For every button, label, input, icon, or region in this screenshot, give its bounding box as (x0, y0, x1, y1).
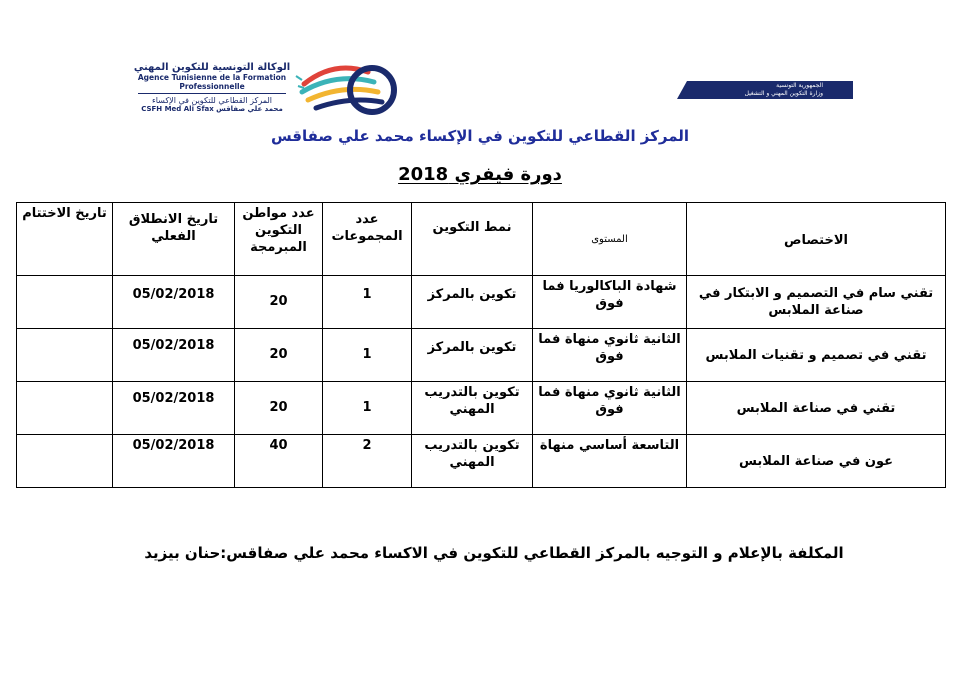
agency-logo-text (132, 62, 292, 113)
ministry-line2: وزارة التكوين المهني و التشغيل (744, 90, 823, 97)
cell-specialty: تقني في صناعة الملابس (687, 382, 946, 435)
header-level: المستوى (533, 203, 687, 276)
table-header-row (17, 203, 946, 276)
ministry-line1: الجمهورية التونسية (776, 82, 823, 89)
training-schedule-table (16, 202, 946, 488)
cell-start-date: 05/02/2018 (113, 329, 235, 382)
header-groups: عدد المجموعات (323, 203, 412, 276)
cell-mode: تكوين بالتدريب المهني (412, 435, 533, 488)
cell-seats: 20 (235, 382, 323, 435)
cell-groups: 1 (323, 329, 412, 382)
cell-mode: تكوين بالتدريب المهني (412, 382, 533, 435)
center-title: المركز القطاعي للتكوين في الإكساء محمد علي صفاقس (270, 127, 690, 145)
cell-end-date (17, 329, 113, 382)
cell-end-date (17, 276, 113, 329)
header-seats: عدد مواطن التكوين المبرمجة (235, 203, 323, 276)
session-title (0, 164, 960, 185)
cell-level: الثانية ثانوي منهاة فما فوق (533, 329, 687, 382)
cell-specialty: عون في صناعة الملابس (687, 435, 946, 488)
header-end-date: تاريخ الاختتام (17, 203, 113, 276)
agency-logo (132, 62, 400, 120)
header-mode: نمط التكوين (412, 203, 533, 276)
cell-start-date: 05/02/2018 (113, 276, 235, 329)
contact-footer: المكلفة بالإعلام و التوجيه بالمركز القطاعي للتكوين في الاكساء محمد علي صفاقس:حنان بيزيد (144, 544, 844, 562)
table-row (17, 435, 946, 488)
cell-specialty: تقني في تصميم و تقنيات الملابس (687, 329, 946, 382)
cell-level: شهادة الباكالوريا فما فوق (533, 276, 687, 329)
cell-level: الثانية ثانوي منهاة فما فوق (533, 382, 687, 435)
ministry-banner (677, 81, 853, 99)
center-name-sub: CSFH Med Ali Sfax محمد علي صفاقس (141, 105, 283, 113)
cell-groups: 2 (323, 435, 412, 488)
cell-groups: 1 (323, 276, 412, 329)
table-row (17, 276, 946, 329)
cell-mode: تكوين بالمركز (412, 276, 533, 329)
cell-groups: 1 (323, 382, 412, 435)
cell-mode: تكوين بالمركز (412, 329, 533, 382)
cell-seats: 20 (235, 329, 323, 382)
table-row (17, 329, 946, 382)
cell-seats: 40 (235, 435, 323, 488)
agency-name-fr: Agence Tunisienne de la Formation Professionnelle (137, 73, 287, 91)
center-name-ar: المركز القطاعي للتكوين في الإكساء (151, 96, 273, 105)
table-row (17, 382, 946, 435)
cell-seats: 20 (235, 276, 323, 329)
cell-start-date: 05/02/2018 (113, 382, 235, 435)
agency-emblem-icon (294, 62, 398, 120)
agency-name-ar: الوكالة التونسية للتكوين المهني (133, 62, 291, 73)
header-specialty: الاختصاص (687, 203, 946, 276)
cell-start-date: 05/02/2018 (113, 435, 235, 488)
cell-end-date (17, 435, 113, 488)
cell-specialty: تقني سام في التصميم و الابتكار في صناعة الملابس (687, 276, 946, 329)
session-title-text: دورة فيفري 2018 (398, 164, 562, 185)
logo-divider (138, 93, 286, 94)
cell-end-date (17, 382, 113, 435)
cell-level: التاسعة أساسي منهاة (533, 435, 687, 488)
header-start-date: تاريخ الانطلاق الفعلي (113, 203, 235, 276)
